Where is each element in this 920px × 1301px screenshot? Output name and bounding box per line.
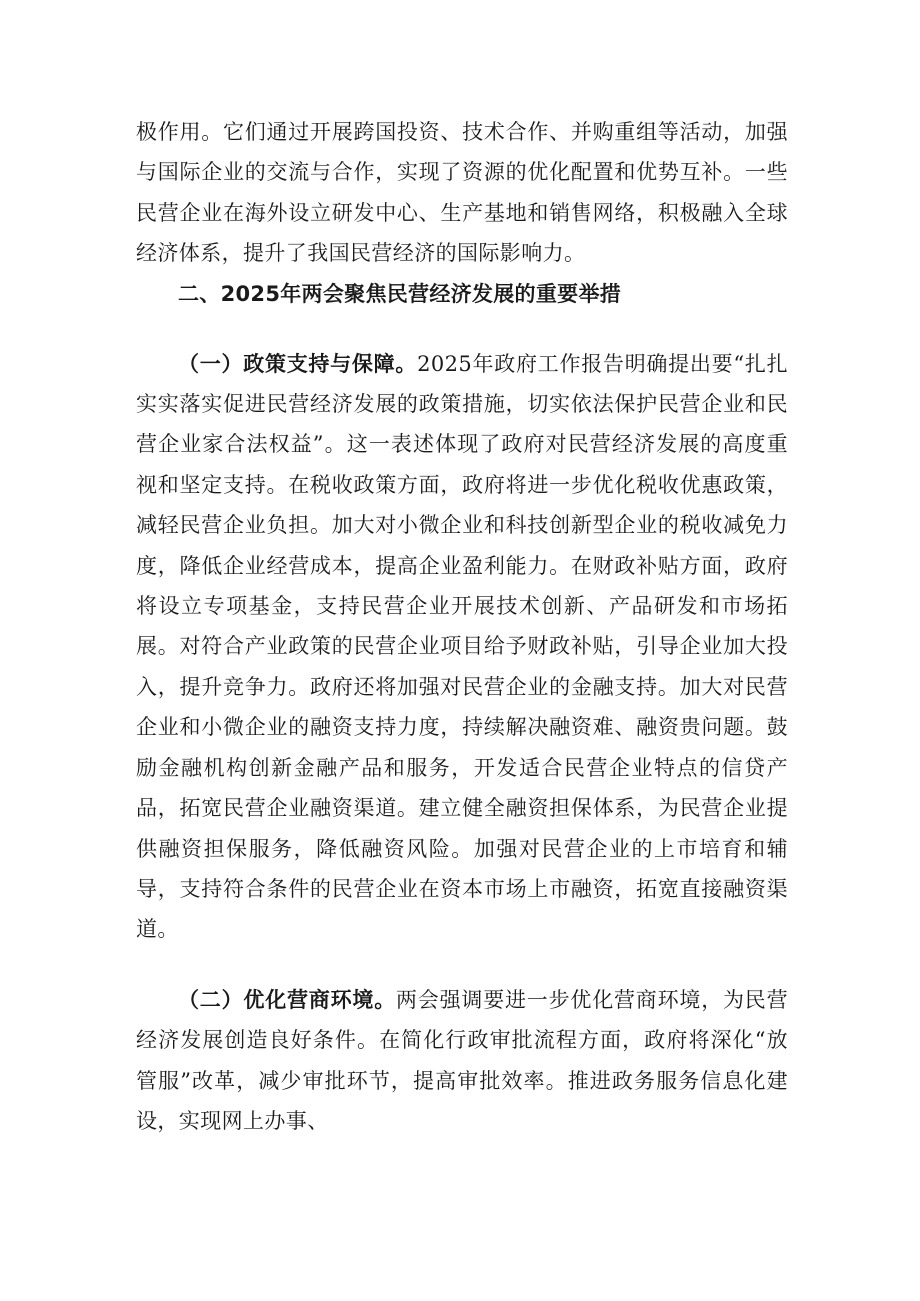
subsection-1-body: 2025年政府工作报告明确提出要“扎扎实实落实促进民营经济发展的政策措施，切实依法保护民营企业和民营企业家合法权益”。这一表述体现了政府对民营经济发展的高度重视和坚定支持。在税收政策方面，政府将进一步优化税收优惠政策，减轻民营企业负担。加大对小微企业和科技创新型企业的税收减免力度，降低企业经营成本，提高企业盈利能力。在财政补贴方面，政府将设立专项基金，支持民营企业开展技术创新、产品研发和市场拓展。对符合产业政策的民营企业项目给予财政补贴，引导企业加大投入，提升竞争力。政府还将加强对民营企业的金融支持。加大对民营企业和小微企业的融资支持力度，持续解决融资难、融资贵问题。鼓励金融机构创新金融产品和服务，开发适合民营企业特点的信贷产品，拓宽民营企业融资渠道。建立健全融资担保体系，为民营企业提供融资担保服务，降低融资风险。加强对民营企业的上市培育和辅导，支持符合条件的民营企业在资本市场上市融资，拓宽直接融资渠道。 (136, 351, 789, 942)
document-page (136, 112, 788, 1141)
subsection-1-paragraph (136, 344, 788, 950)
subsection-2-lead: （二）优化营商环境。 (178, 987, 396, 1012)
intro-paragraph-text: 极作用。它们通过开展跨国投资、技术合作、并购重组等活动，加强与国际企业的交流与合作，实现了资源的优化配置和优势互补。一些民营企业在海外设立研发中心、生产基地和销售网络，积极融入全球经济体系，提升了我国民营经济的国际影响力。 (136, 120, 788, 266)
section-heading: 二、2025年两会聚焦民营经济发展的重要举措 (178, 281, 622, 306)
subsection-1-lead: （一）政策支持与保障。 (178, 351, 418, 376)
subsection-2-paragraph (136, 980, 788, 1142)
intro-paragraph (136, 112, 788, 274)
subsection-2-body: 两会强调要进一步优化营商环境，为民营经济发展创造良好条件。在简化行政审批流程方面，政府将深化“放管服”改革，减少审批环节，提高审批效率。推进政务服务信息化建设，实现网上办事、 (136, 987, 788, 1133)
